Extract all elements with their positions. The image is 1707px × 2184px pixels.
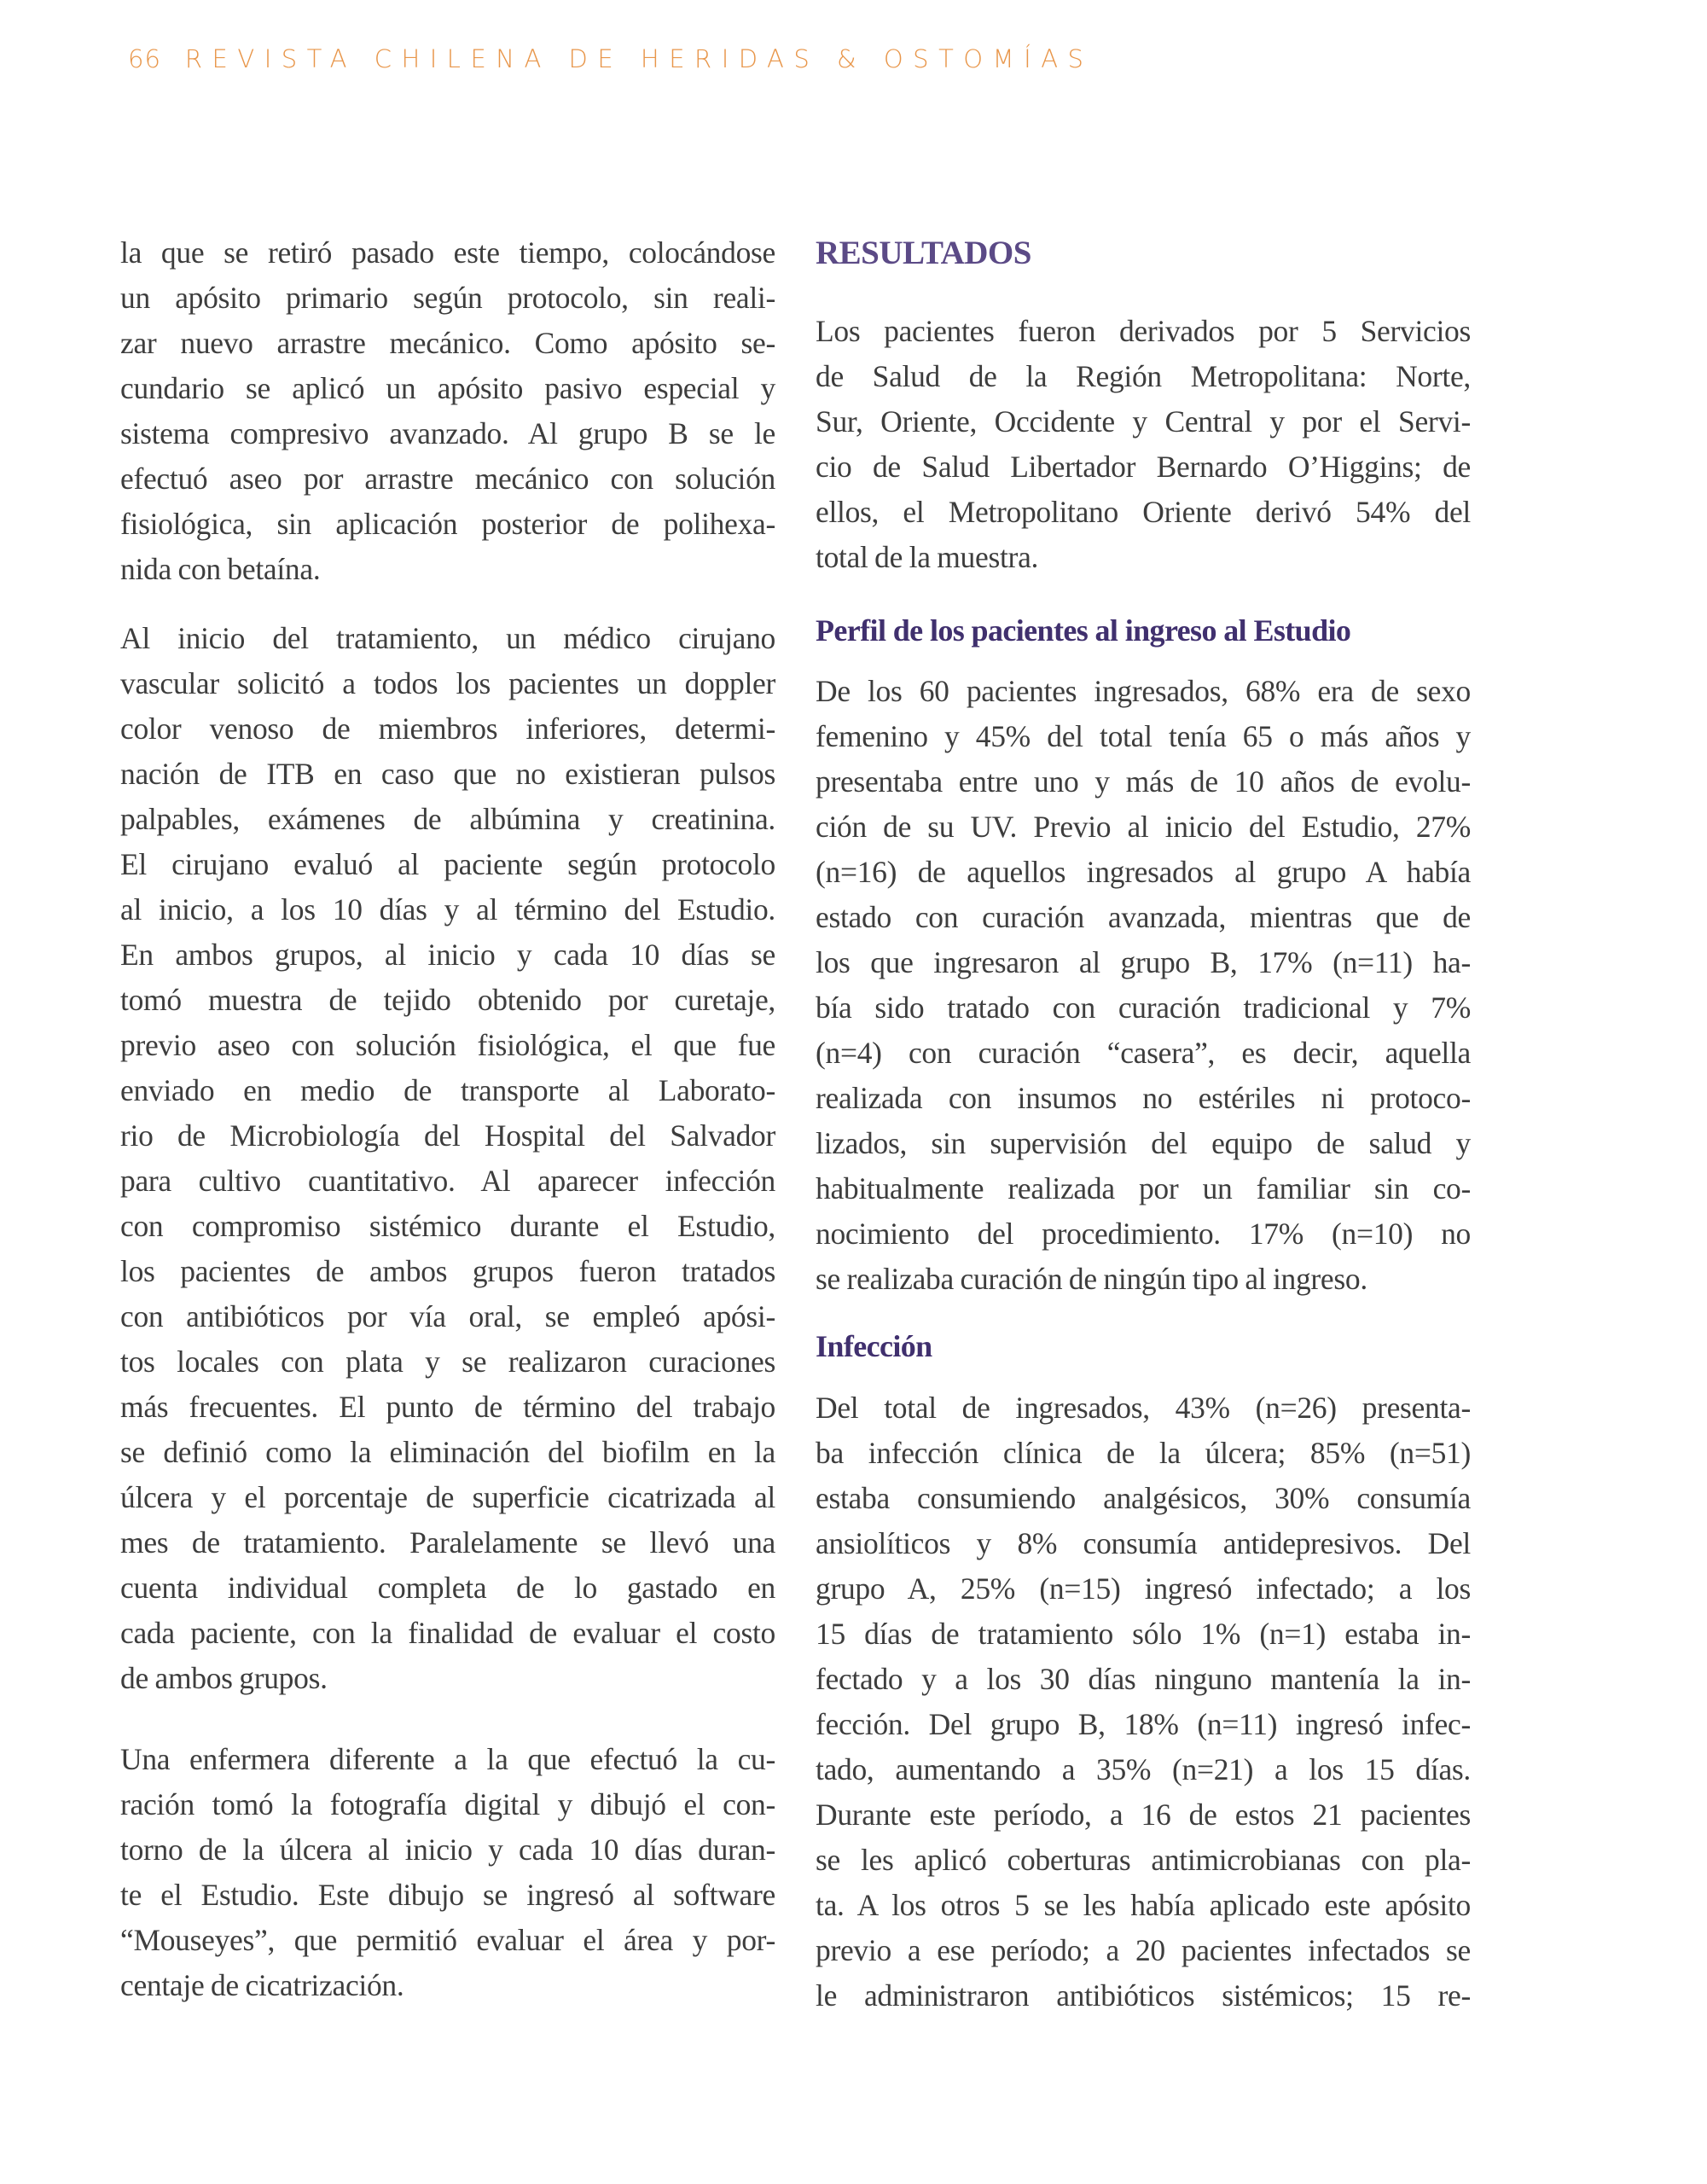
text-line: los pacientes de ambos grupos fueron tratados (120, 1254, 775, 1288)
text-line: En ambos grupos, al inicio y cada 10 días se (120, 938, 775, 972)
text-line: con compromiso sistémico durante el Estudio, (120, 1209, 775, 1243)
page-number: 66 (128, 44, 161, 73)
text-line: bía sido tratado con curación tradicional y 7% (816, 990, 1471, 1025)
subheading-infeccion: Infección (816, 1329, 932, 1363)
text-line: previo aseo con solución fisiológica, el que fue (120, 1028, 775, 1062)
text-line: nocimiento del procedimiento. 17% (n=10) no (816, 1217, 1471, 1251)
running-header (128, 44, 1093, 78)
text-line: enviado en medio de transporte al Laborato- (120, 1073, 775, 1107)
text-line: le administraron antibióticos sistémicos; 15 re- (816, 1978, 1471, 2013)
text-line: Sur, Oriente, Occidente y Central y por el Servi- (816, 404, 1471, 439)
text-line: ción de su UV. Previo al inicio del Estudio, 27% (816, 810, 1471, 844)
text-line: con antibióticos por vía oral, se empleó apósi- (120, 1299, 775, 1333)
text-line: fisiológica, sin aplicación posterior de polihexa- (120, 507, 775, 541)
text-line: rio de Microbiología del Hospital del Salvador (120, 1118, 775, 1153)
text-line: (n=4) con curación “casera”, es decir, aquella (816, 1036, 1471, 1070)
text-line: tomó muestra de tejido obtenido por curetaje, (120, 983, 775, 1017)
section-heading-resultados: RESULTADOS (816, 235, 1031, 271)
text-line: presentaba entre uno y más de 10 años de evolu- (816, 764, 1471, 799)
text-line: Los pacientes fueron derivados por 5 Servicios (816, 314, 1471, 348)
text-line: ración tomó la fotografía digital y dibujó el con- (120, 1787, 775, 1821)
text-line: palpables, exámenes de albúmina y creatinina. (120, 802, 775, 836)
text-line: tos locales con plata y se realizaron curaciones (120, 1345, 775, 1379)
text-line: Una enfermera diferente a la que efectuó la cu- (120, 1742, 775, 1776)
text-line: fectado y a los 30 días ninguno mantenía la in- (816, 1662, 1471, 1696)
text-line: “Mouseyes”, que permitió evaluar el área y por- (120, 1923, 775, 1957)
text-line: ba infección clínica de la úlcera; 85% (n=51) (816, 1436, 1471, 1470)
text-line: cio de Salud Libertador Bernardo O’Higgins; de (816, 450, 1471, 484)
text-line: efectuó aseo por arrastre mecánico con solución (120, 462, 775, 496)
text-line: úlcera y el porcentaje de superficie cicatrizada al (120, 1480, 775, 1514)
text-line: para cultivo cuantitativo. Al aparecer infección (120, 1164, 775, 1198)
text-line: sistema compresivo avanzado. Al grupo B se le (120, 416, 775, 450)
text-line: de Salud de la Región Metropolitana: Norte, (816, 359, 1471, 393)
subheading-perfil-pacientes: Perfil de los pacientes al ingreso al Estudio (816, 613, 1351, 648)
text-line: vascular solicitó a todos los pacientes un doppler (120, 666, 775, 700)
text-line: al inicio, a los 10 días y al término del Estudio. (120, 892, 775, 926)
paragraph-methods-photography (120, 1737, 775, 2008)
text-line: (n=16) de aquellos ingresados al grupo A había (816, 855, 1471, 889)
text-line: más frecuentes. El punto de término del trabajo (120, 1390, 775, 1424)
text-line: ansiolíticos y 8% consumía antidepresivos. Del (816, 1526, 1471, 1560)
text-line: Al inicio del tratamiento, un médico cirujano (120, 621, 775, 655)
text-line: habitualmente realizada por un familiar sin co- (816, 1171, 1471, 1205)
text-line: cada paciente, con la finalidad de evaluar el costo (120, 1616, 775, 1650)
text-line: un apósito primario según protocolo, sin reali- (120, 281, 775, 315)
text-line: Durante este período, a 16 de estos 21 pacientes (816, 1798, 1471, 1832)
text-line: 15 días de tratamiento sólo 1% (n=1) estaba in- (816, 1617, 1471, 1651)
text-line: ellos, el Metropolitano Oriente derivó 54% del (816, 495, 1471, 529)
text-line: fección. Del grupo B, 18% (n=11) ingresó infec- (816, 1707, 1471, 1741)
text-line: la que se retiró pasado este tiempo, colocándose (120, 235, 775, 270)
journal-title: REVISTA CHILENA DE HERIDAS & OSTOMÍAS (184, 44, 1094, 73)
text-line: De los 60 pacientes ingresados, 68% era de sexo (816, 674, 1471, 708)
text-line: Del total de ingresados, 43% (n=26) presenta- (816, 1391, 1471, 1425)
text-line: nida con betaína. (120, 552, 321, 586)
text-line: se les aplicó coberturas antimicrobianas con pla- (816, 1843, 1471, 1877)
text-line: nación de ITB en caso que no existieran pulsos (120, 757, 775, 791)
text-line: los que ingresaron al grupo B, 17% (n=11) ha- (816, 945, 1471, 979)
text-line: centaje de cicatrización. (120, 1968, 404, 2002)
paragraph-results-intro (816, 309, 1471, 580)
text-line: se realizaba curación de ningún tipo al ingreso. (816, 1262, 1367, 1296)
text-line: El cirujano evaluó al paciente según protocolo (120, 847, 775, 881)
text-line: total de la muestra. (816, 540, 1039, 574)
text-line: cundario se aplicó un apósito pasivo especial y (120, 371, 775, 405)
text-line: cuenta individual completa de lo gastado en (120, 1571, 775, 1605)
text-line: torno de la úlcera al inicio y cada 10 días duran- (120, 1833, 775, 1867)
text-line: femenino y 45% del total tenía 65 o más años y (816, 719, 1471, 753)
text-line: previo a ese período; a 20 pacientes infectados se (816, 1933, 1471, 1967)
paragraph-infeccion (816, 1385, 1471, 2018)
paragraph-methods-surgeon (120, 616, 775, 1701)
text-line: estaba consumiendo analgésicos, 30% consumía (816, 1481, 1471, 1515)
text-line: de ambos grupos. (120, 1661, 328, 1695)
text-line: te el Estudio. Este dibujo se ingresó al software (120, 1878, 775, 1912)
text-line: mes de tratamiento. Paralelamente se llevó una (120, 1525, 775, 1560)
text-line: zar nuevo arrastre mecánico. Como apósito se- (120, 326, 775, 360)
text-line: lizados, sin supervisión del equipo de salud y (816, 1126, 1471, 1160)
paragraph-perfil-pacientes (816, 669, 1471, 1302)
text-line: realizada con insumos no estériles ni protoco- (816, 1081, 1471, 1115)
paragraph-continuation (120, 230, 775, 592)
text-line: color venoso de miembros inferiores, determi- (120, 712, 775, 746)
text-line: se definió como la eliminación del biofilm en la (120, 1435, 775, 1469)
text-line: ta. A los otros 5 se les había aplicado este apósito (816, 1888, 1471, 1922)
text-line: grupo A, 25% (n=15) ingresó infectado; a los (816, 1571, 1471, 1606)
text-line: estado con curación avanzada, mientras que de (816, 900, 1471, 934)
text-line: tado, aumentando a 35% (n=21) a los 15 días. (816, 1752, 1471, 1786)
